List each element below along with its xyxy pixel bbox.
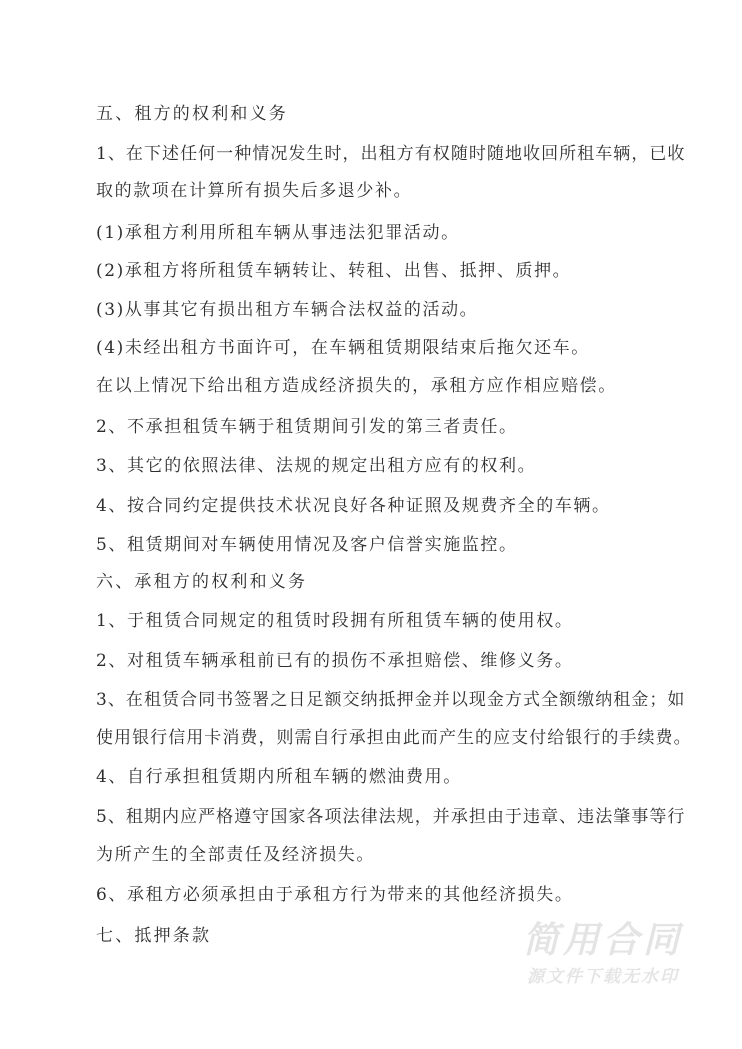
clause-line: 3、在租赁合同书签署之日足额交纳抵押金并以现金方式全额缴纳租金；如 bbox=[96, 690, 686, 710]
clause-line: 2、对租赁车辆承租前已有的损伤不承担赔偿、维修义务。 bbox=[96, 651, 574, 671]
clause-line: 取的款项在计算所有损失后多退少补。 bbox=[96, 181, 413, 201]
clause-line: 5、租赁期间对车辆使用情况及客户信誉实施监控。 bbox=[96, 535, 518, 555]
clause-line: 为所产生的全部责任及经济损失。 bbox=[96, 845, 375, 865]
watermark-title: 简用合同 bbox=[522, 920, 683, 961]
section-heading-lessee-rights: 六、承租方的权利和义务 bbox=[96, 572, 308, 592]
clause-line: 6、承租方必须承担由于承租方行为带来的其他经济损失。 bbox=[96, 885, 574, 905]
clause-line: 4、按合同约定提供技术状况良好各种证照及规费齐全的车辆。 bbox=[96, 496, 611, 516]
clause-line: 2、不承担租赁车辆于租赁期间引发的第三者责任。 bbox=[96, 417, 518, 437]
watermark-subtitle: 源文件下载无水印 bbox=[527, 967, 679, 987]
section-heading-lessor-rights: 五、租方的权利和义务 bbox=[96, 104, 288, 124]
clause-line: 使用银行信用卡消费，则需自行承担由此而产生的应支付给银行的手续费。 bbox=[96, 728, 692, 748]
clause-line: (1)承租方利用所租车辆从事违法犯罪活动。 bbox=[96, 223, 460, 243]
clause-line: 4、自行承担租赁期内所租车辆的燃油费用。 bbox=[96, 767, 462, 787]
clause-line: 在以上情况下给出租方造成经济损失的，承租方应作相应赔偿。 bbox=[96, 376, 617, 396]
clause-line: 1、在下述任何一种情况发生时，出租方有权随时随地收回所租车辆，已收 bbox=[96, 144, 686, 164]
section-heading-mortgage-terms: 七、抵押条款 bbox=[96, 926, 212, 946]
clause-line: (4)未经出租方书面许可，在车辆租赁期限结束后拖欠还车。 bbox=[96, 338, 590, 358]
clause-line: (3)从事其它有损出租方车辆合法权益的活动。 bbox=[96, 300, 479, 320]
watermark bbox=[508, 920, 698, 990]
clause-line: 5、租期内应严格遵守国家各项法律法规，并承担由于违章、违法肇事等行 bbox=[96, 807, 686, 827]
clause-line: (2)承租方将所租赁车辆转让、转租、出售、抵押、质押。 bbox=[96, 261, 572, 281]
clause-line: 3、其它的依照法律、法规的规定出租方应有的权利。 bbox=[96, 456, 537, 476]
clause-line: 1、于租赁合同规定的租赁时段拥有所租赁车辆的使用权。 bbox=[96, 611, 574, 631]
